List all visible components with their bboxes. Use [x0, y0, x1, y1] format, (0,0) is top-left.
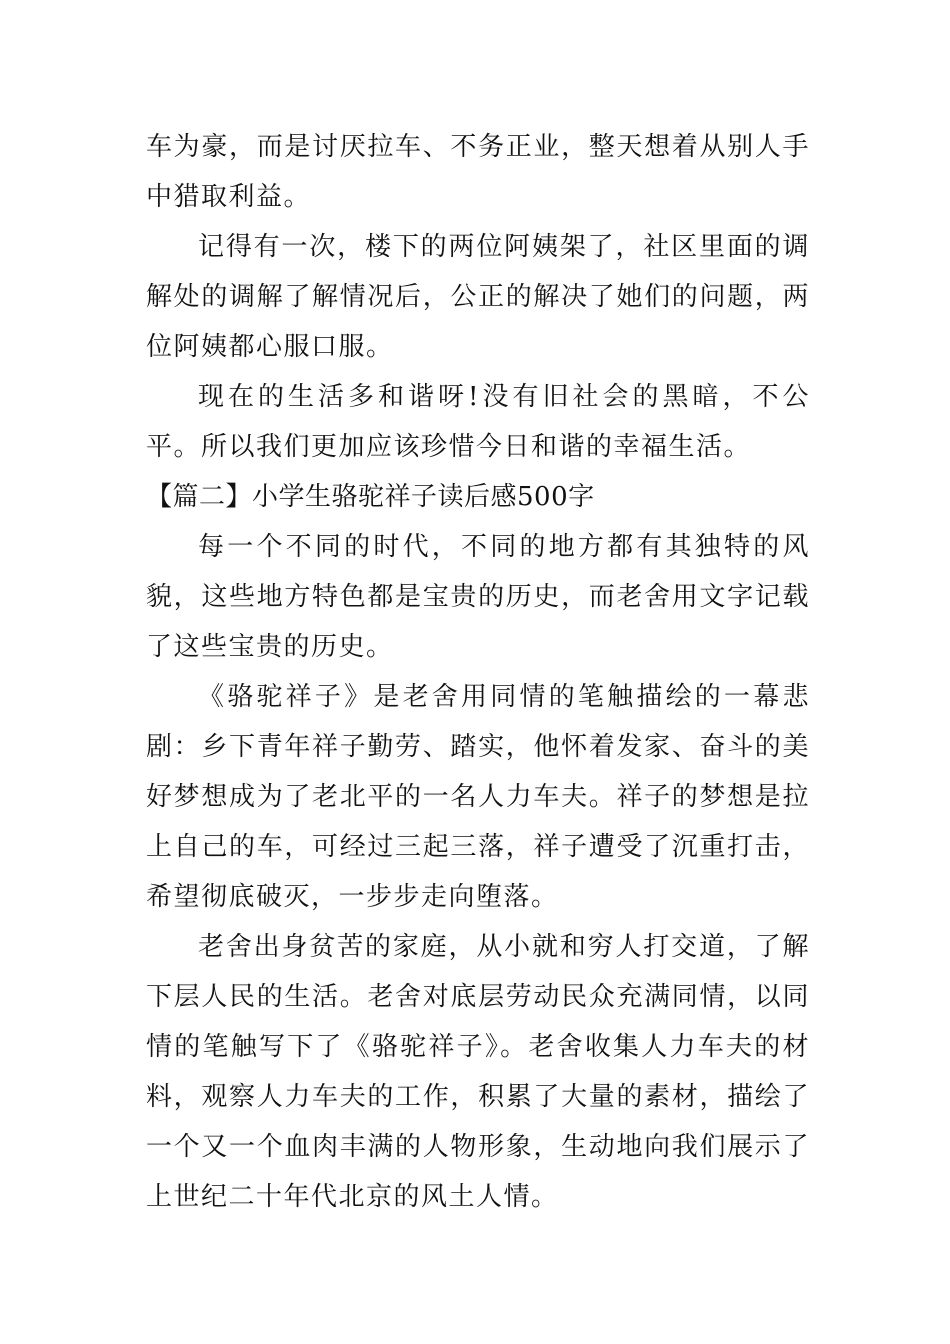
paragraph-mediation-story: 记得有一次，楼下的两位阿姨架了，社区里面的调解处的调解了解情况后，公正的解决了她们的问题，两位阿姨都心服口服。: [146, 232, 810, 362]
document-body: [146, 122, 810, 1222]
section-heading: 【篇二】小学生骆驼祥子读后感500字: [146, 482, 595, 512]
paragraph-era-history: 每一个不同的时代，不同的地方都有其独特的风貌，这些地方特色都是宝贵的历史，而老舍用文字记载了这些宝贵的历史。: [146, 532, 810, 662]
paragraph-continuation: 车为豪，而是讨厌拉车、不务正业，整天想着从别人手中猎取利益。: [146, 132, 810, 212]
paragraph-tragedy-summary: 《骆驼祥子》是老舍用同情的笔触描绘的一幕悲剧：乡下青年祥子勤劳、踏实，他怀着发家、奋斗的美好梦想成为了老北平的一名人力车夫。祥子的梦想是拉上自己的车，可经过三起三落，祥子遭受了沉重打击，希望彻底破灭，一步步走向堕落。: [146, 682, 810, 912]
paragraph-author-background: 老舍出身贫苦的家庭，从小就和穷人打交道，了解下层人民的生活。老舍对底层劳动民众充满同情，以同情的笔触写下了《骆驼祥子》。老舍收集人力车夫的材料，观察人力车夫的工作，积累了大量的素材，描绘了一个又一个血肉丰满的人物形象，生动地向我们展示了上世纪二十年代北京的风土人情。: [146, 932, 810, 1212]
paragraph-harmonious-life: 现在的生活多和谐呀!没有旧社会的黑暗，不公平。所以我们更加应该珍惜今日和谐的幸福生活。: [146, 382, 810, 462]
